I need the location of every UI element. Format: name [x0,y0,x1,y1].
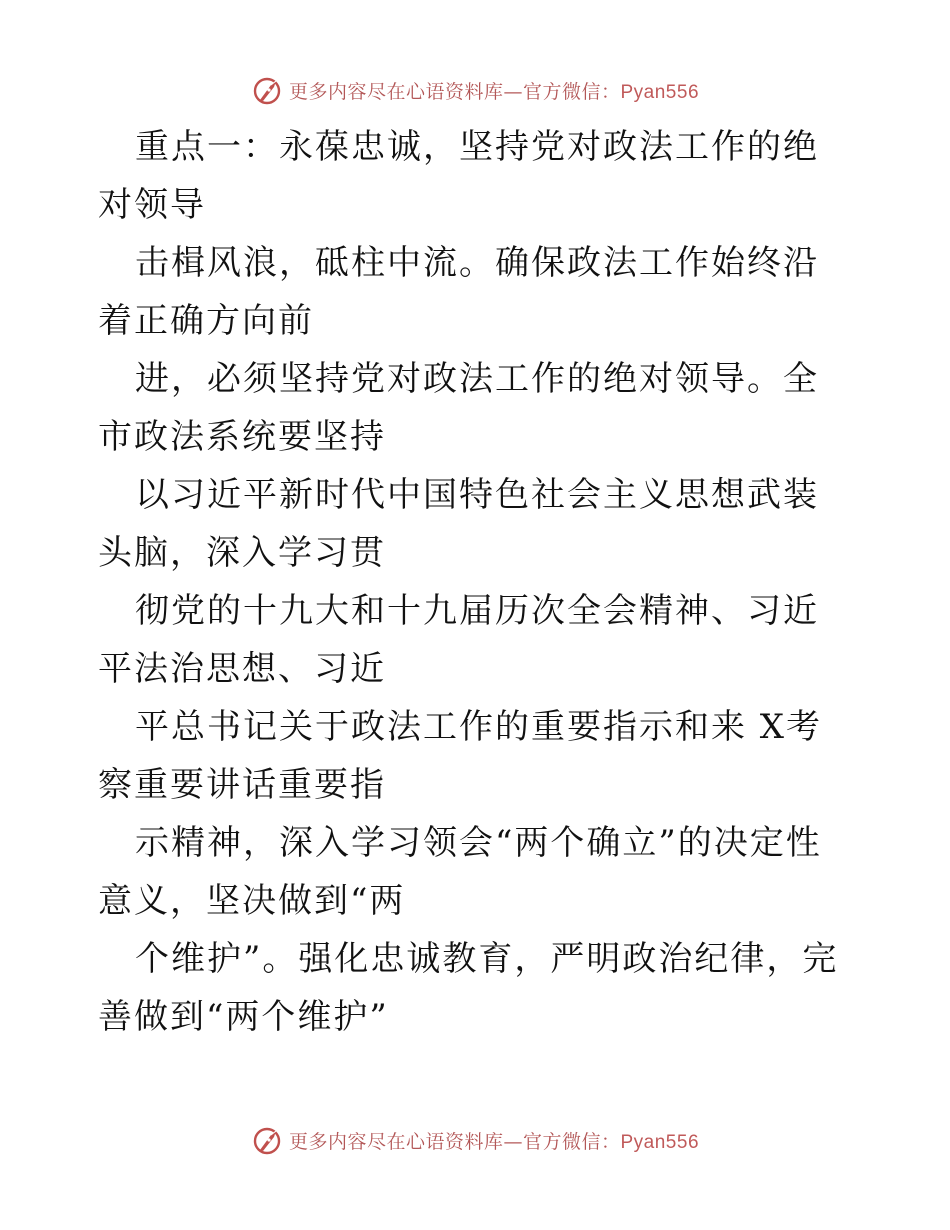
paragraph: 平总书记关于政法工作的重要指示和来 X考察重要讲话重要指 [98,707,823,805]
pen-nib-logo-icon [251,1124,283,1156]
header-contact-id: Pyan556 [620,81,700,103]
paragraph: 示精神，深入学习领会“两个确立”的决定性意义，坚决做到“两 [98,823,822,921]
header-watermark-banner [0,70,950,110]
paragraph: 进，必须坚持党对政法工作的绝对领导。全市政法系统要坚持 [98,359,819,457]
paragraph: 击楫风浪，砥柱中流。确保政法工作始终沿着正确方向前 [98,243,819,341]
paragraph: 彻党的十九大和十九届历次全会精神、习近平法治思想、习近 [98,591,819,689]
footer-banner-text: 更多内容尽在心语资料库—官方微信：Pyan556 [288,1130,700,1153]
paragraph: 个维护”。强化忠诚教育，严明政治纪律，完善做到“两个维护” [98,939,839,1037]
paragraph-heading: 重点一：永葆忠诚，坚持党对政法工作的绝对领导 [98,127,819,225]
footer-watermark-banner [0,1120,950,1160]
pen-nib-logo-icon [251,74,283,106]
header-banner-text: 更多内容尽在心语资料库—官方微信：Pyan556 [288,80,700,103]
document-body [98,118,854,1046]
footer-contact-id: Pyan556 [620,1131,700,1153]
paragraph: 以习近平新时代中国特色社会主义思想武装头脑，深入学习贯 [98,475,819,573]
